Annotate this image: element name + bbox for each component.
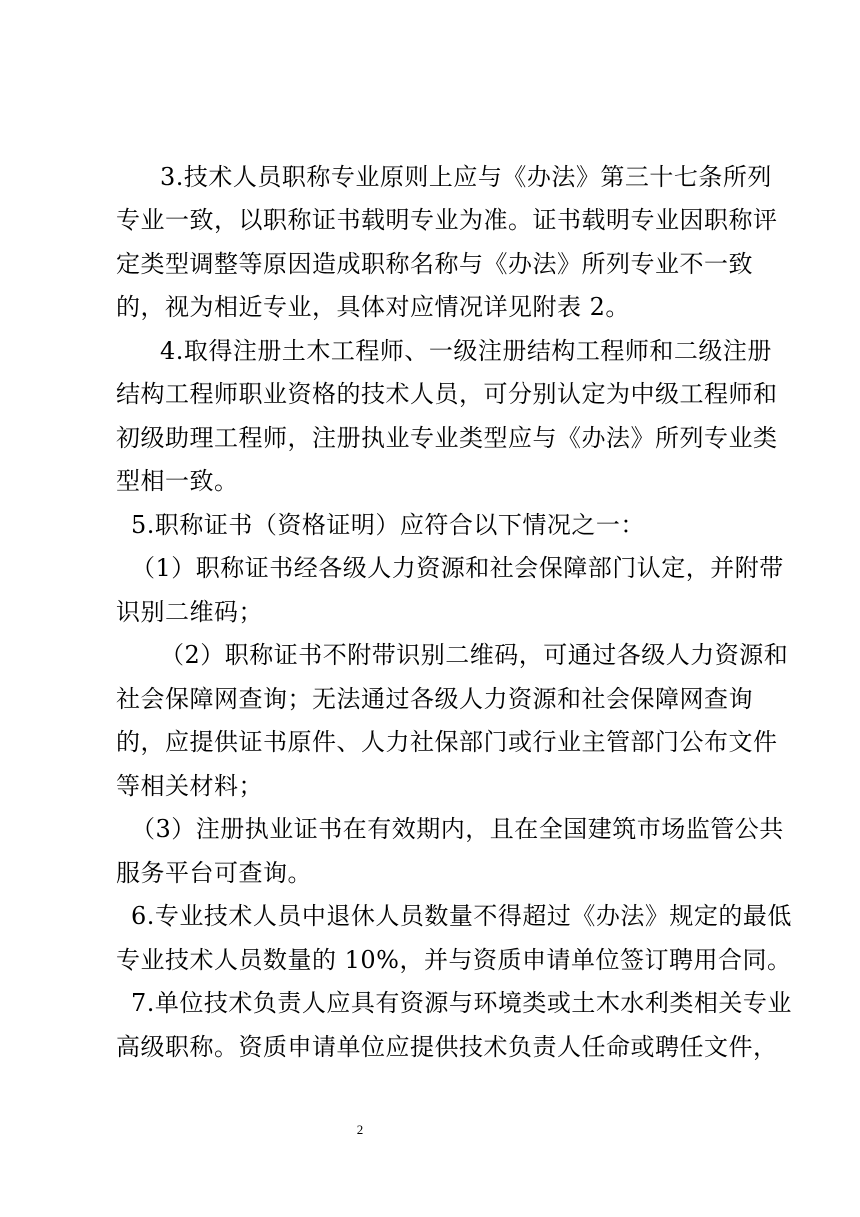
text-line: 定类型调整等原因造成职称名称与《办法》所列专业不一致 bbox=[116, 250, 753, 278]
text-line: 识别二维码； bbox=[116, 598, 263, 626]
page-number: 2 bbox=[356, 1122, 364, 1137]
text-line: 初级助理工程师，注册执业专业类型应与《办法》所列专业类 bbox=[116, 424, 778, 452]
text-line: 专业一致，以职称证书载明专业为准。证书载明专业因职称评 bbox=[116, 206, 778, 234]
text-line: 社会保障网查询；无法通过各级人力资源和社会保障网查询 bbox=[116, 685, 753, 713]
text-line: 6.专业技术人员中退休人员数量不得超过《办法》规定的最低 bbox=[131, 902, 792, 930]
text-line: （2）职称证书不附带识别二维码，可通过各级人力资源和 bbox=[160, 641, 789, 669]
text-line: 4.取得注册土木工程师、一级注册结构工程师和二级注册 bbox=[160, 337, 772, 365]
text-line: 型相一致。 bbox=[116, 467, 239, 495]
text-line: 专业技术人员数量的 10%，并与资质申请单位签订聘用合同。 bbox=[116, 946, 792, 974]
text-line: 等相关材料； bbox=[116, 772, 263, 800]
text-line: 服务平台可查询。 bbox=[116, 859, 312, 887]
text-line: 3.技术人员职称专业原则上应与《办法》第三十七条所列 bbox=[160, 163, 772, 191]
text-line: 高级职称。资质申请单位应提供技术负责人任命或聘任文件， bbox=[116, 1033, 778, 1061]
text-line: 的，视为相近专业，具体对应情况详见附表 2。 bbox=[116, 293, 630, 321]
text-line: 的，应提供证书原件、人力社保部门或行业主管部门公布文件 bbox=[116, 728, 778, 756]
text-line: 5.职称证书（资格证明）应符合以下情况之一： bbox=[131, 511, 645, 539]
text-line: 7.单位技术负责人应具有资源与环境类或土木水利类相关专业 bbox=[131, 989, 792, 1017]
text-line: 结构工程师职业资格的技术人员，可分别认定为中级工程师和 bbox=[116, 380, 778, 408]
text-line: （1）职称证书经各级人力资源和社会保障部门认定，并附带 bbox=[131, 554, 784, 582]
text-line: （3）注册执业证书在有效期内，且在全国建筑市场监管公共 bbox=[131, 815, 784, 843]
